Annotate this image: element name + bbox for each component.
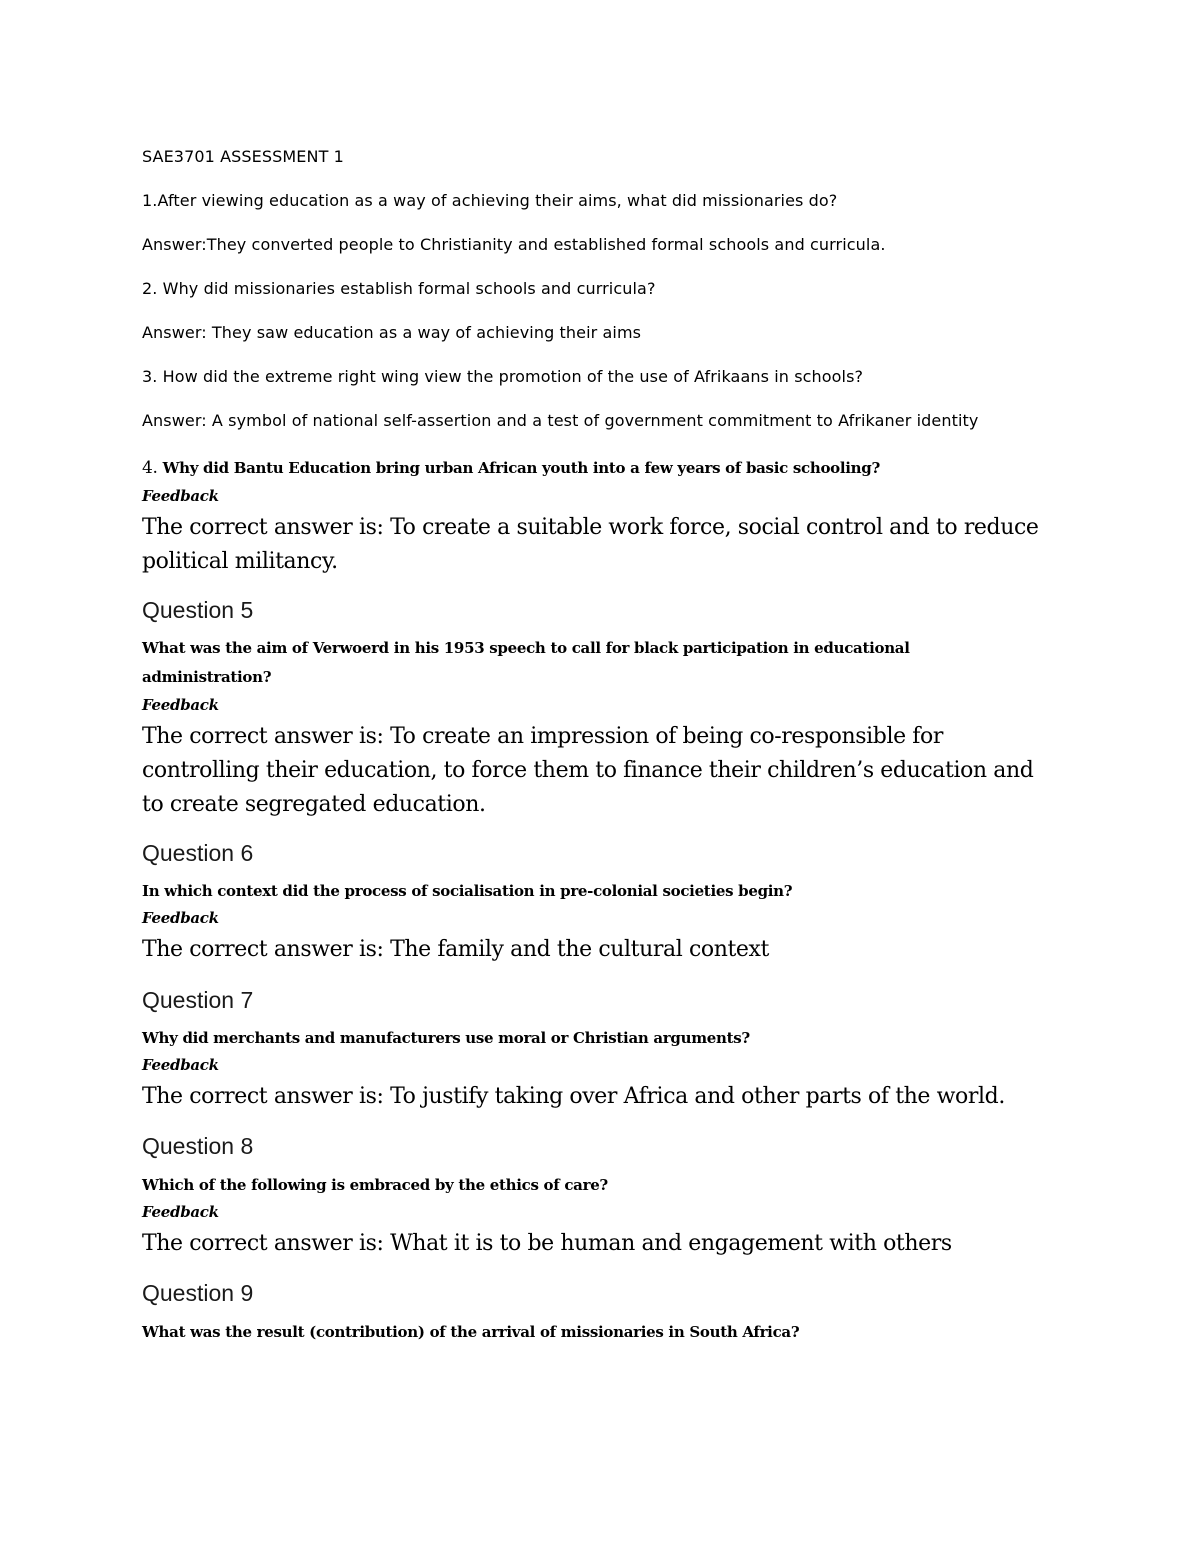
question-6-feedback-label: Feedback [142,909,219,927]
question-1-answer: Answer:They converted people to Christianity and established formal schools and curricula. [142,235,886,254]
question-4-feedback-label: Feedback [142,487,219,505]
question-3-text: 3. How did the extreme right wing view the promotion of the use of Afrikaans in schools? [142,367,864,386]
question-9-heading: Question 9 [142,1280,254,1306]
question-8-feedback-label: Feedback [142,1203,219,1221]
question-6-answer: The correct answer is: The family and the cultural context [142,937,769,962]
question-4-answer: The correct answer is: To create a suitable work force, social control and to reduce political militancy. [142,515,1039,574]
question-8-answer: The correct answer is: What it is to be human and engagement with others [142,1231,952,1256]
question-3-answer: Answer: A symbol of national self-assertion and a test of government commitment to Afrikaner identity [142,411,979,430]
question-4-text [142,454,1042,483]
question-5-feedback-label: Feedback [142,696,219,714]
question-7-answer: The correct answer is: To justify taking over Africa and other parts of the world. [142,1084,1005,1109]
question-7-heading: Question 7 [142,987,254,1013]
question-8-heading: Question 8 [142,1133,254,1159]
question-7-text: Why did merchants and manufacturers use moral or Christian arguments? [142,1029,750,1047]
document-title: SAE3701 ASSESSMENT 1 [142,147,344,166]
question-1-text: 1.After viewing education as a way of achieving their aims, what did missionaries do? [142,191,838,210]
question-6-heading: Question 6 [142,840,254,866]
question-5-heading: Question 5 [142,597,254,623]
question-5-answer: The correct answer is: To create an impression of being co-responsible for controlling their education, to force them to finance their children’s education and to create segregated education. [142,724,1034,817]
question-9-text: What was the result (contribution) of the arrival of missionaries in South Africa? [142,1323,800,1341]
question-5-text: What was the aim of Verwoerd in his 1953 speech to call for black participation in educational administration? [142,639,910,686]
question-4-number: 4. [142,458,158,478]
question-8-text: Which of the following is embraced by the ethics of care? [142,1176,608,1194]
question-2-answer: Answer: They saw education as a way of achieving their aims [142,323,642,342]
question-6-text: In which context did the process of socialisation in pre-colonial societies begin? [142,882,793,900]
question-4-question: Why did Bantu Education bring urban African youth into a few years of basic schooling? [162,459,880,477]
question-2-text: 2. Why did missionaries establish formal schools and curricula? [142,279,656,298]
question-7-feedback-label: Feedback [142,1056,219,1074]
